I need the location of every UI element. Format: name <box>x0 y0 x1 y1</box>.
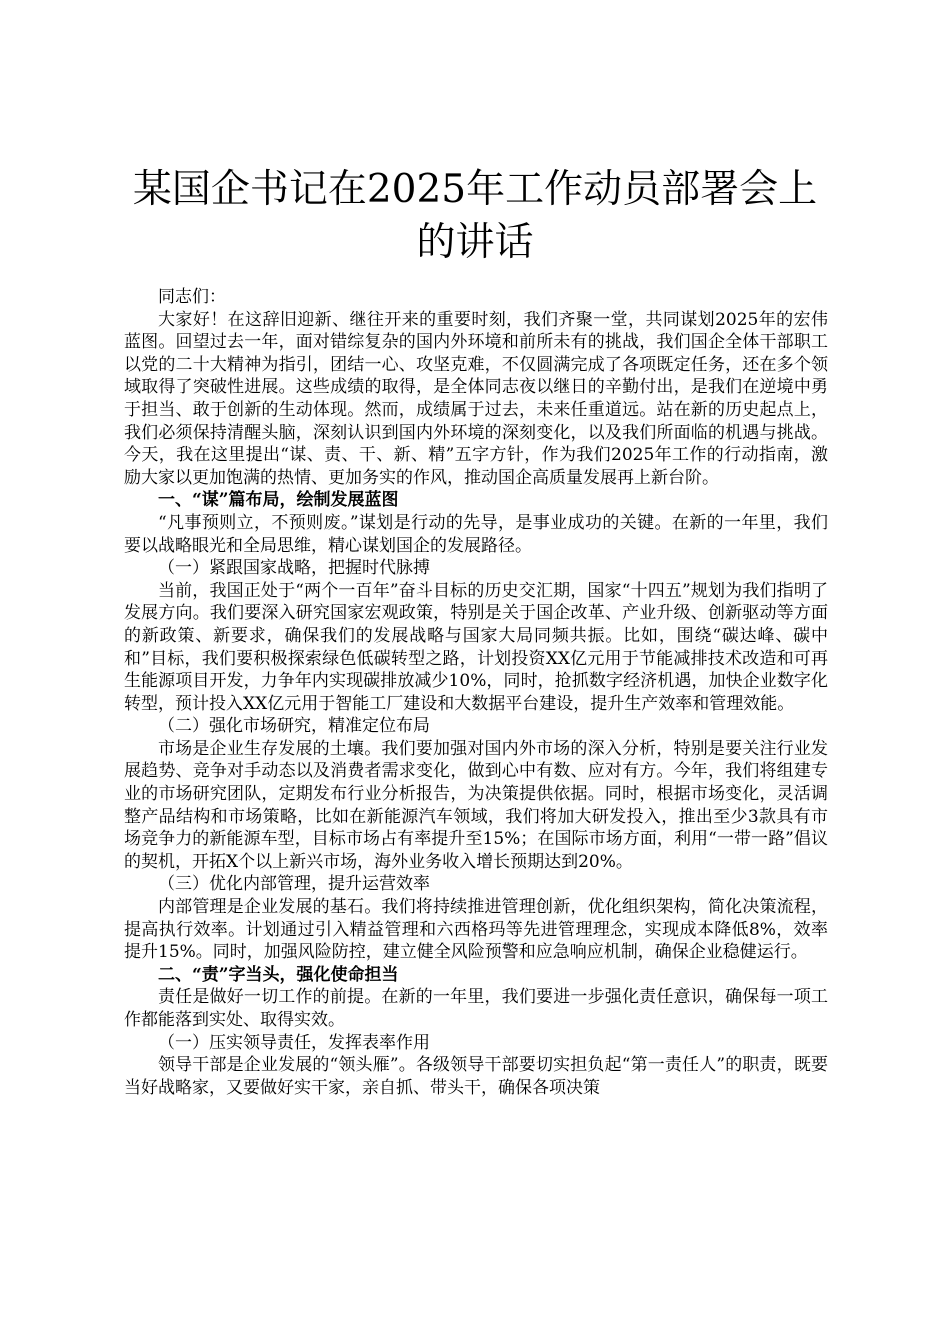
intro-paragraph: 大家好！在这辞旧迎新、继往开来的重要时刻，我们齐聚一堂，共同谋划2025年的宏伟蓝图。回望过去一年，面对错综复杂的国内外环境和前所未有的挑战，我们国企全体干部职工以党的二十大精神为指引，团结一心、攻坚克难，不仅圆满完成了各项既定任务，还在多个领域取得了突破性进展。这些成绩的取得，是全体同志夜以继日的辛勤付出，是我们在逆境中勇于担当、敢于创新的生动体现。然而，成绩属于过去，未来任重道远。站在新的历史起点上，我们必须保持清醒头脑，深刻认识到国内外环境的深刻变化，以及我们所面临的机遇与挑战。今天，我在这里提出“谋、责、干、新、精”五字方针，作为我们2025年工作的行动指南，激励大家以更加饱满的热情、更加务实的作风，推动国企高质量发展再上新台阶。 <box>124 309 828 488</box>
section-heading-1: 一、“谋”篇布局，绘制发展蓝图 <box>158 490 399 511</box>
subsection-heading-1-3: （三）优化内部管理，提升运营效率 <box>158 874 430 895</box>
paragraph: “凡事预则立，不预则废。”谋划是行动的先导，是事业成功的关键。在新的一年里，我们要以战略眼光和全局思维，精心谋划国企的发展路径。 <box>124 512 828 556</box>
salutation: 同志们： <box>158 287 226 307</box>
subsection-heading-1-2: （二）强化市场研究，精准定位布局 <box>158 716 430 737</box>
paragraph: 当前，我国正处于“两个一百年”奋斗目标的历史交汇期，国家“十四五”规划为我们指明了发展方向。我们要深入研究国家宏观政策，特别是关于国企改革、产业升级、创新驱动等方面的新政策、新要求，确保我们的发展战略与国家大局同频共振。比如，围绕“碳达峰、碳中和”目标，我们要积极探索绿色低碳转型之路，计划投资XX亿元用于节能减排技术改造和可再生能源项目开发，力争年内实现碳排放减少10%，同时，抢抓数字经济机遇，加快企业数字化转型，预计投入XX亿元用于智能工厂建设和大数据平台建设，提升生产效率和管理效能。 <box>124 580 828 714</box>
paragraph: 市场是企业生存发展的土壤。我们要加强对国内外市场的深入分析，特别是要关注行业发展趋势、竞争对手动态以及消费者需求变化，做到心中有数、应对有方。今年，我们将组建专业的市场研究团队，定期发布行业分析报告，为决策提供依据。同时，根据市场变化，灵活调整产品结构和市场策略，比如在新能源汽车领域，我们将加大研发投入，推出至少3款具有市场竞争力的新能源车型，目标市场占有率提升至15%；在国际市场方面，利用“一带一路”倡议的契机，开拓X个以上新兴市场，海外业务收入增长预期达到20%。 <box>124 738 828 872</box>
paragraph: 责任是做好一切工作的前提。在新的一年里，我们要进一步强化责任意识，确保每一项工作都能落到实处、取得实效。 <box>124 987 828 1030</box>
subsection-heading-2-1: （一）压实领导责任，发挥表率作用 <box>158 1032 430 1053</box>
paragraph: 领导干部是企业发展的“领头雁”。各级领导干部要切实担负起“第一责任人”的职责，既要当好战略家，又要做好实干家，亲自抓、带头干，确保各项决策 <box>124 1055 828 1098</box>
section-heading-2: 二、“责”字当头，强化使命担当 <box>158 964 399 985</box>
document-body <box>124 286 828 1099</box>
subsection-heading-1-1: （一）紧跟国家战略，把握时代脉搏 <box>158 558 430 579</box>
document-title: 某国企书记在2025年工作动员部署会上的讲话 <box>132 167 818 265</box>
paragraph: 内部管理是企业发展的基石。我们将持续推进管理创新，优化组织架构，简化决策流程，提高执行效率。计划通过引入精益管理和六西格玛等先进管理理念，实现成本降低8%，效率提升15%。同时，加强风险防控，建立健全风险预警和应急响应机制，确保企业稳健运行。 <box>124 897 828 963</box>
